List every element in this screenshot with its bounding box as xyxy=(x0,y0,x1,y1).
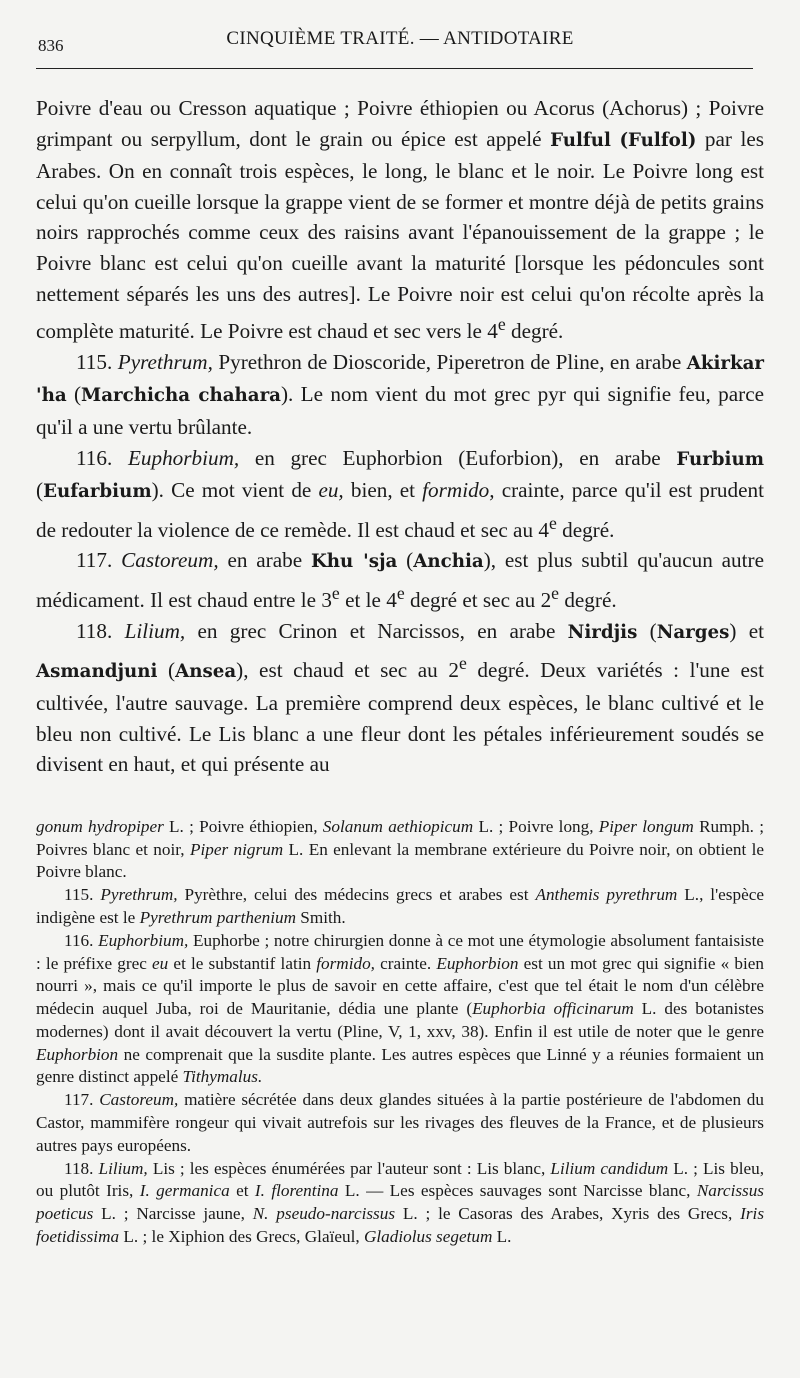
paragraph-pepper: Poivre d'eau ou Cresson aquatique ; Poivre éthiopien ou Acorus (Achorus) ; Poivre grimpant ou serpyllum, dont le grain ou épice est appelé Fulful (Fulfol) par les Arabes. On en connaît trois espèces, le long, le blanc et le noir. Le Poivre long est celui qu'on cueille lorsque la grappe vient de se former et montre déjà de petits grains noirs rapprochés comme ceux des raisins avant l'épanouissement de la grappe ; le Poivre blanc est celui qu'on cueille avant la maturité [lorsque les pédoncules sont nettement séparés les uns des autres]. Le Poivre noir est celui qu'on récolte après la complète maturité. Le Poivre est chaud et sec vers le 4e degré. xyxy=(36,96,765,344)
header-rule xyxy=(36,68,753,69)
paragraph-117: 117. Castoreum, en arabe Khu 'sja (Anchia), est plus subtil qu'aucun autre médicament. Il est chaud entre le 3e et le 4e degré et sec au 2e degré. xyxy=(36,548,764,613)
paragraph-115: 115. Pyrethrum, Pyrethron de Dioscoride, Piperetron de Pline, en arabe Akirkar 'ha (Marchicha chahara). Le nom vient du mot grec pyr qui signifie feu, parce qu'il a une vertu brûlante. xyxy=(36,349,764,439)
footnotes xyxy=(36,816,764,1249)
footnote-continued: gonum hydropiper L. ; Poivre éthiopien, Solanum aethiopicum L. ; Poivre long, Piper longum Rumph. ; Poivres blanc et noir, Piper nigrum L. En enlevant la membrane extérieure du Poivre noir, on obtient le Poivre blanc. xyxy=(36,816,765,882)
page-number: 836 xyxy=(38,36,64,55)
paragraph-118: 118. Lilium, en grec Crinon et Narcissos, en arabe Nirdjis (Narges) et Asmandjuni (Ansea), est chaud et sec au 2e degré. Deux variétés : l'une est cultivée, l'autre sauvage. La première comprend deux espèces, le blanc cultivé et le bleu non cultivé. Le Lis blanc a une fleur dont les pétales inférieurement soudés se divisent en haut, et qui présente au xyxy=(36,618,764,777)
footnote-116: 116. Euphorbium, Euphorbe ; notre chirurgien donne à ce mot une étymologie absolument fantaisiste : le préfixe grec eu et le substantif latin formido, crainte. Euphorbion est un mot grec qui signifie « bien nourri », mais ce qu'il importe le plus de savoir en cette affaire, c'est que tel était le nom d'un célèbre médecin auquel Juba, roi de Mauritanie, dédia une plante (Euphorbia officinarum L. des botanistes modernes) dont il avait découvert la vertu (Pline, V, 1, xxv, 38). Enfin il est utile de noter que le genre Euphorbion ne comprenait que la susdite plante. Les autres espèces que Linné y a réunies formaient un genre distinct appelé Tithymalus. xyxy=(36,930,764,1087)
page-header xyxy=(36,26,764,62)
paragraph-116: 116. Euphorbium, en grec Euphorbion (Euforbion), en arabe Furbium (Eufarbium). Ce mot vient de eu, bien, et formido, crainte, parce qu'il est prudent de redouter la violence de ce remède. Il est chaud et sec au 4e degré. xyxy=(36,445,765,542)
footnote-117: 117. Castoreum, matière sécrétée dans deux glandes situées à la partie postérieure de l'abdomen du Castor, mammifère rongeur qui vivait autrefois sur les rivages des fleuves de la France, et de plusieurs autres pays européens. xyxy=(36,1090,764,1155)
main-text xyxy=(36,93,764,780)
running-title: CINQUIÈME TRAITÉ. — ANTIDOTAIRE xyxy=(226,28,574,49)
footnote-118: 118. Lilium, Lis ; les espèces énumérées par l'auteur sont : Lis blanc, Lilium candidum L. ; Lis bleu, ou plutôt Iris, I. germanica et I. florentina L. — Les espèces sauvages sont Narcisse blanc, Narcissus poeticus L. ; Narcisse jaune, N. pseudo-narcissus L. ; le Casoras des Arabes, Xyris des Grecs, Iris foetidissima L. ; le Xiphion des Grecs, Glaïeul, Gladiolus segetum L. xyxy=(36,1158,765,1247)
footnote-115: 115. Pyrethrum, Pyrèthre, celui des médecins grecs et arabes est Anthemis pyrethrum L., l'espèce indigène est le Pyrethrum parthenium Smith. xyxy=(36,885,764,927)
